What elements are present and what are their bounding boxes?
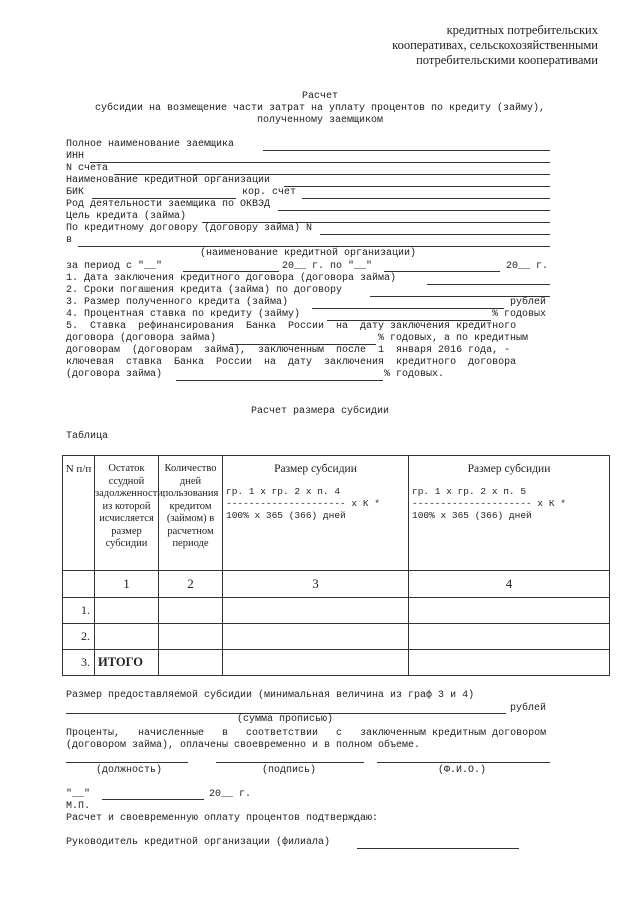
table-label: Таблица xyxy=(66,431,109,442)
row-1-cell-1[interactable] xyxy=(95,598,159,624)
position-field[interactable] xyxy=(66,762,188,763)
table-row xyxy=(63,624,610,650)
bik-label: БИК xyxy=(66,187,85,198)
row-2-cell-3[interactable] xyxy=(223,624,409,650)
subsidy-table xyxy=(62,455,610,676)
signature-caption: (подпись) xyxy=(262,765,317,776)
row-number: 3. xyxy=(63,650,95,676)
credit-org-caption: (наименование кредитной организации) xyxy=(199,248,417,259)
row-2-cell-4[interactable] xyxy=(409,624,610,650)
item-5-key-rate-field[interactable] xyxy=(176,380,383,381)
row-2-cell-2[interactable] xyxy=(159,624,223,650)
corr-account-label: кор. счет xyxy=(242,187,297,198)
inn-label: ИНН xyxy=(66,151,85,162)
period-mid-1: 20__ г. по "__" xyxy=(282,261,373,272)
confirm-text: Расчет и своевременную оплату процентов подтверждаю: xyxy=(66,813,379,824)
table-row-total xyxy=(63,650,610,676)
column-numbers-row xyxy=(63,571,610,598)
header-col-5-title: Размер субсидии xyxy=(467,463,551,475)
subsidy-size-label: Размер предоставляемой субсидии (минимальная величина из граф 3 и 4) xyxy=(66,690,475,701)
fio-caption: (Ф.И.О.) xyxy=(438,765,487,776)
item-5-line-5a: (договора займа) xyxy=(66,369,163,380)
period-mid-2: 20__ г. xyxy=(506,261,549,272)
col-number-1: 1 xyxy=(95,571,159,598)
head-label: Руководитель кредитной организации (филиала) xyxy=(66,837,331,848)
okved-label: Род деятельности заемщика по ОКВЭД xyxy=(66,199,271,210)
total-cell-3[interactable] xyxy=(223,650,409,676)
borrower-name-field[interactable] xyxy=(263,150,550,151)
item-1-label: 1. Дата заключения кредитного договора (договора займа) xyxy=(66,273,397,284)
item-5-line-1: 5. Ставка рефинансирования Банка России на дату заключения кредитного xyxy=(66,321,517,332)
header-line-1: кредитных потребительских xyxy=(446,23,598,37)
item-5-line-2b: % годовых, а по кредитным xyxy=(378,333,529,344)
header-line-2: кооперативах, сельскохозяйственными xyxy=(392,38,598,52)
interest-line-1: Проценты, начисленные в соответствии с заключенным кредитным договором xyxy=(66,728,547,739)
item-5-line-5b: % годовых. xyxy=(384,369,445,380)
formula-4-line-2: --------------------- х К * xyxy=(412,498,566,509)
period-start-field[interactable] xyxy=(183,271,279,272)
credit-org-name-field[interactable] xyxy=(78,246,550,247)
borrower-name-label: Полное наименование заемщика xyxy=(66,139,235,150)
row-1-cell-4[interactable] xyxy=(409,598,610,624)
credit-org-label: Наименование кредитной организации xyxy=(66,175,271,186)
header-col-5 xyxy=(409,456,610,571)
header-col-3: Количество дней пользования кредитом (займом) в расчетном периоде xyxy=(159,456,223,571)
date-field[interactable] xyxy=(102,799,204,800)
inn-field[interactable] xyxy=(90,162,550,163)
header-col-4 xyxy=(223,456,409,571)
item-4-unit: % годовых xyxy=(492,309,547,320)
calc-title: Расчет размера субсидии xyxy=(250,406,390,417)
title-line-2: субсидии на возмещение части затрат на уплату процентов по кредиту (займу), xyxy=(94,103,546,114)
position-caption: (должность) xyxy=(96,765,163,776)
item-3-unit: рублей xyxy=(510,297,547,308)
col-number-4: 4 xyxy=(409,571,610,598)
header-col-2: Остаток ссудной задолженности, из которой исчисляется размер субсидии xyxy=(95,456,159,571)
row-1-cell-2[interactable] xyxy=(159,598,223,624)
item-5-line-3: договорам (договорам займа), заключенным после 1 января 2016 года, - xyxy=(66,345,511,356)
row-1-cell-3[interactable] xyxy=(223,598,409,624)
row-2-cell-1[interactable] xyxy=(95,624,159,650)
okved-field[interactable] xyxy=(278,210,550,211)
interest-line-2: (договором займа), оплачены своевременно и в полном объеме. xyxy=(66,740,421,751)
item-5-line-4: ключевая ставка Банка России на дату заключения кредитного договора xyxy=(66,357,517,368)
item-3-label: 3. Размер полученного кредита (займа) xyxy=(66,297,289,308)
header-line-3: потребительскими кооперативами xyxy=(416,53,598,67)
credit-org-field[interactable] xyxy=(284,186,550,187)
stamp-place: М.П. xyxy=(66,801,91,812)
signature-field[interactable] xyxy=(216,762,364,763)
formula-3-line-2: --------------------- х К * xyxy=(226,498,380,509)
total-cell-2[interactable] xyxy=(159,650,223,676)
col-number-2: 2 xyxy=(159,571,223,598)
row-number: 2. xyxy=(63,624,95,650)
date-suffix: 20__ г. xyxy=(209,789,252,800)
rubles-label: рублей xyxy=(510,703,547,714)
title-line-3: полученному заемщиком xyxy=(256,115,384,126)
in-words-caption: (сумма прописью) xyxy=(237,714,334,725)
item-3-field[interactable] xyxy=(312,308,504,309)
corr-account-field[interactable] xyxy=(302,198,550,199)
title-line-1: Расчет xyxy=(301,91,338,102)
head-signature-field[interactable] xyxy=(357,848,519,849)
formula-3-line-1: гр. 1 х гр. 2 х п. 4 xyxy=(226,486,341,497)
account-label: N счета xyxy=(66,163,109,174)
agreement-label: По кредитному договору (договору займа) N xyxy=(66,223,313,234)
item-4-label: 4. Процентная ставка по кредиту (займу) xyxy=(66,309,301,320)
itogo-label: ИТОГО xyxy=(95,650,159,676)
period-prefix: за период с "__" xyxy=(66,261,163,272)
table-header-row xyxy=(63,456,610,571)
in-prefix: в xyxy=(66,235,73,246)
item-5-line-2a: договора (договора займа) xyxy=(66,333,217,344)
item-2-label: 2. Сроки погашения кредита (займа) по договору xyxy=(66,285,343,296)
header-col-4-title: Размер субсидии xyxy=(274,463,357,475)
formula-3-line-3: 100% х 365 (366) дней xyxy=(226,510,346,521)
purpose-label: Цель кредита (займа) xyxy=(66,211,187,222)
table-row xyxy=(63,598,610,624)
row-number: 1. xyxy=(63,598,95,624)
agreement-number-field[interactable] xyxy=(320,234,550,235)
item-1-field[interactable] xyxy=(427,284,550,285)
fio-field[interactable] xyxy=(377,762,550,763)
total-cell-4[interactable] xyxy=(409,650,610,676)
document-header xyxy=(298,23,598,68)
formula-4-line-3: 100% х 365 (366) дней xyxy=(412,510,532,521)
period-end-field[interactable] xyxy=(384,271,500,272)
date-prefix: "__" xyxy=(66,789,91,800)
header-col-1: N п/п xyxy=(63,456,95,571)
col-number-3: 3 xyxy=(223,571,409,598)
formula-4-line-1: гр. 1 х гр. 2 х п. 5 xyxy=(412,486,527,497)
